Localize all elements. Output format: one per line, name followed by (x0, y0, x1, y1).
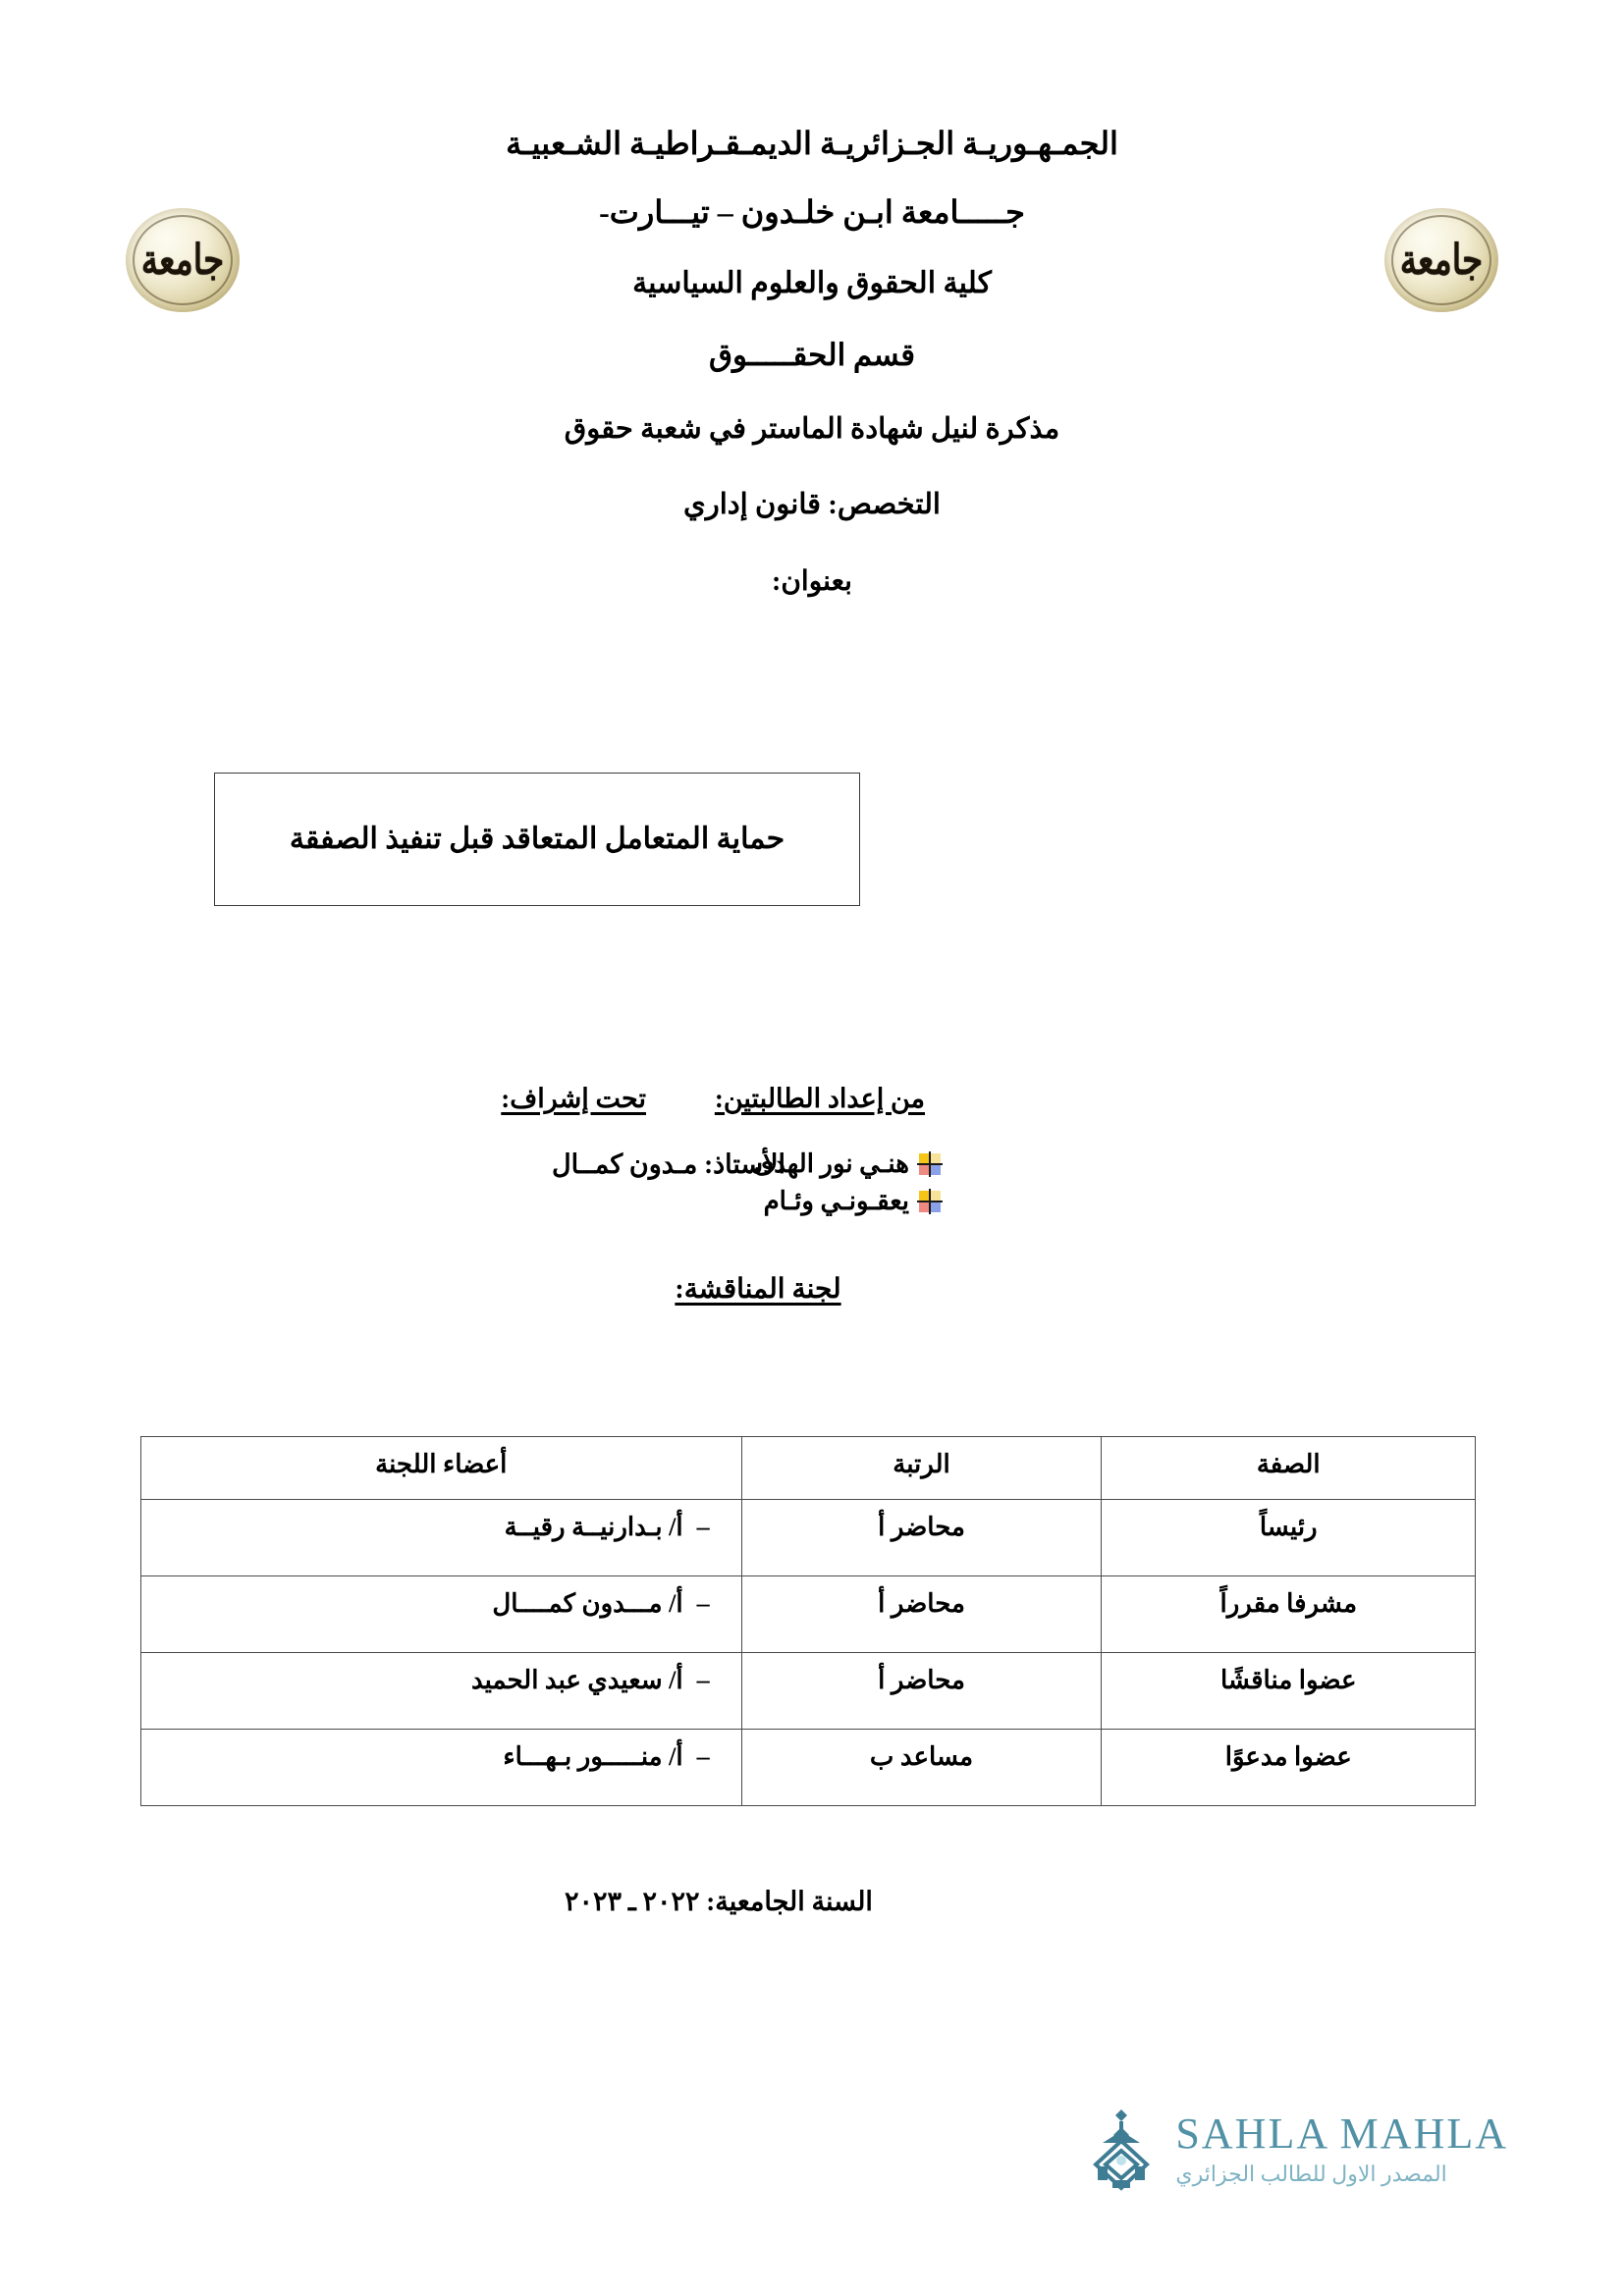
member-name: أ/ بـدارنيــة رقيــة (504, 1513, 683, 1541)
cell-role: عضوا مدعوًا (1102, 1730, 1476, 1806)
sahla-mahla-watermark (1085, 2104, 1508, 2194)
table-row (141, 1730, 1476, 1806)
cell-member (141, 1653, 742, 1730)
row-dash: – (696, 1742, 710, 1771)
row-dash: – (696, 1589, 710, 1618)
student-name: هنـي نور الهدى (753, 1149, 909, 1178)
table-row (141, 1653, 1476, 1730)
cell-member (141, 1730, 742, 1806)
column-header-role: الصفة (1102, 1437, 1476, 1500)
cell-rank: محاضر أ (741, 1500, 1102, 1576)
cell-member (141, 1576, 742, 1653)
cell-role: عضوا مناقشًا (1102, 1653, 1476, 1730)
header-specialization-line: التخصص: قانون إداري (683, 489, 941, 520)
table-row (141, 1500, 1476, 1576)
four-square-bullet-icon (919, 1191, 941, 1212)
cell-member (141, 1500, 742, 1576)
table-header-row (141, 1437, 1476, 1500)
students-heading: من إعداد الطالبتين: (714, 1084, 925, 1113)
header-degree-line: مذكرة لنيل شهادة الماستر في شعبة حقوق (564, 413, 1060, 445)
student-name: يعقـونـي وئـام (763, 1187, 909, 1215)
seal-calligraphy-left: جامعة (140, 236, 225, 285)
credits-section (0, 1084, 1624, 1280)
cell-rank: مساعد ب (741, 1730, 1102, 1806)
header-department-line: قسم الحقـــــوق (708, 338, 916, 372)
cell-rank: محاضر أ (741, 1653, 1102, 1730)
member-name: أ/ سعيدي عبد الحميد (470, 1666, 683, 1694)
brand-name: SAHLA MAHLA (1175, 2109, 1508, 2158)
supervisor-name: الأستاذ: مـدون كمــال (552, 1149, 785, 1179)
row-dash: – (696, 1666, 710, 1694)
column-header-member: أعضاء اللجنة (141, 1437, 742, 1500)
committee-table-body (141, 1500, 1476, 1806)
row-dash: – (696, 1513, 710, 1541)
committee-heading (0, 1272, 1624, 1306)
thesis-title: حماية المتعامل المتعاقد قبل تنفيذ الصفقة (289, 823, 785, 855)
member-name: أ/ منـــــور بـهـــاء (503, 1742, 683, 1771)
header-country-line: الجمـهـوريـة الجـزائريـة الديمـقـراطيـة الشـعبيـة (506, 126, 1118, 161)
column-header-rank: الرتبة (741, 1437, 1102, 1500)
sahla-mahla-logo-icon (1085, 2104, 1158, 2194)
brand-text-block (1175, 2109, 1508, 2186)
four-square-bullet-icon (919, 1153, 941, 1175)
member-name: أ/ مـــدون كمــــال (492, 1589, 683, 1618)
cell-rank: محاضر أ (741, 1576, 1102, 1653)
document-header (0, 128, 1624, 596)
brand-tagline: المصدر الاول للطالب الجزائري (1175, 2162, 1447, 2186)
academic-year: السنة الجامعية: ٢٠٢٢ ـ ٢٠٢٣ (565, 1887, 873, 1916)
cell-role: مشرفا مقرراً (1102, 1576, 1476, 1653)
committee-heading-text: لجنة المناقشة: (675, 1274, 841, 1305)
header-university-line: جـــــامعة ابـن خلـدون – تيـــارت- (599, 194, 1025, 230)
header-faculty-line: كلية الحقوق والعلوم السياسية (632, 267, 992, 299)
supervisor-column (295, 1084, 785, 1180)
student-entry (534, 1187, 947, 1216)
cell-role: رئيساً (1102, 1500, 1476, 1576)
header-titled-label: بعنوان: (772, 566, 852, 597)
committee-table-head (141, 1437, 1476, 1500)
table-row (141, 1576, 1476, 1653)
committee-table (140, 1436, 1476, 1806)
thesis-title-box (214, 773, 860, 906)
seal-calligraphy-right: جامعة (1399, 236, 1484, 285)
supervisor-heading: تحت إشراف: (501, 1084, 646, 1113)
